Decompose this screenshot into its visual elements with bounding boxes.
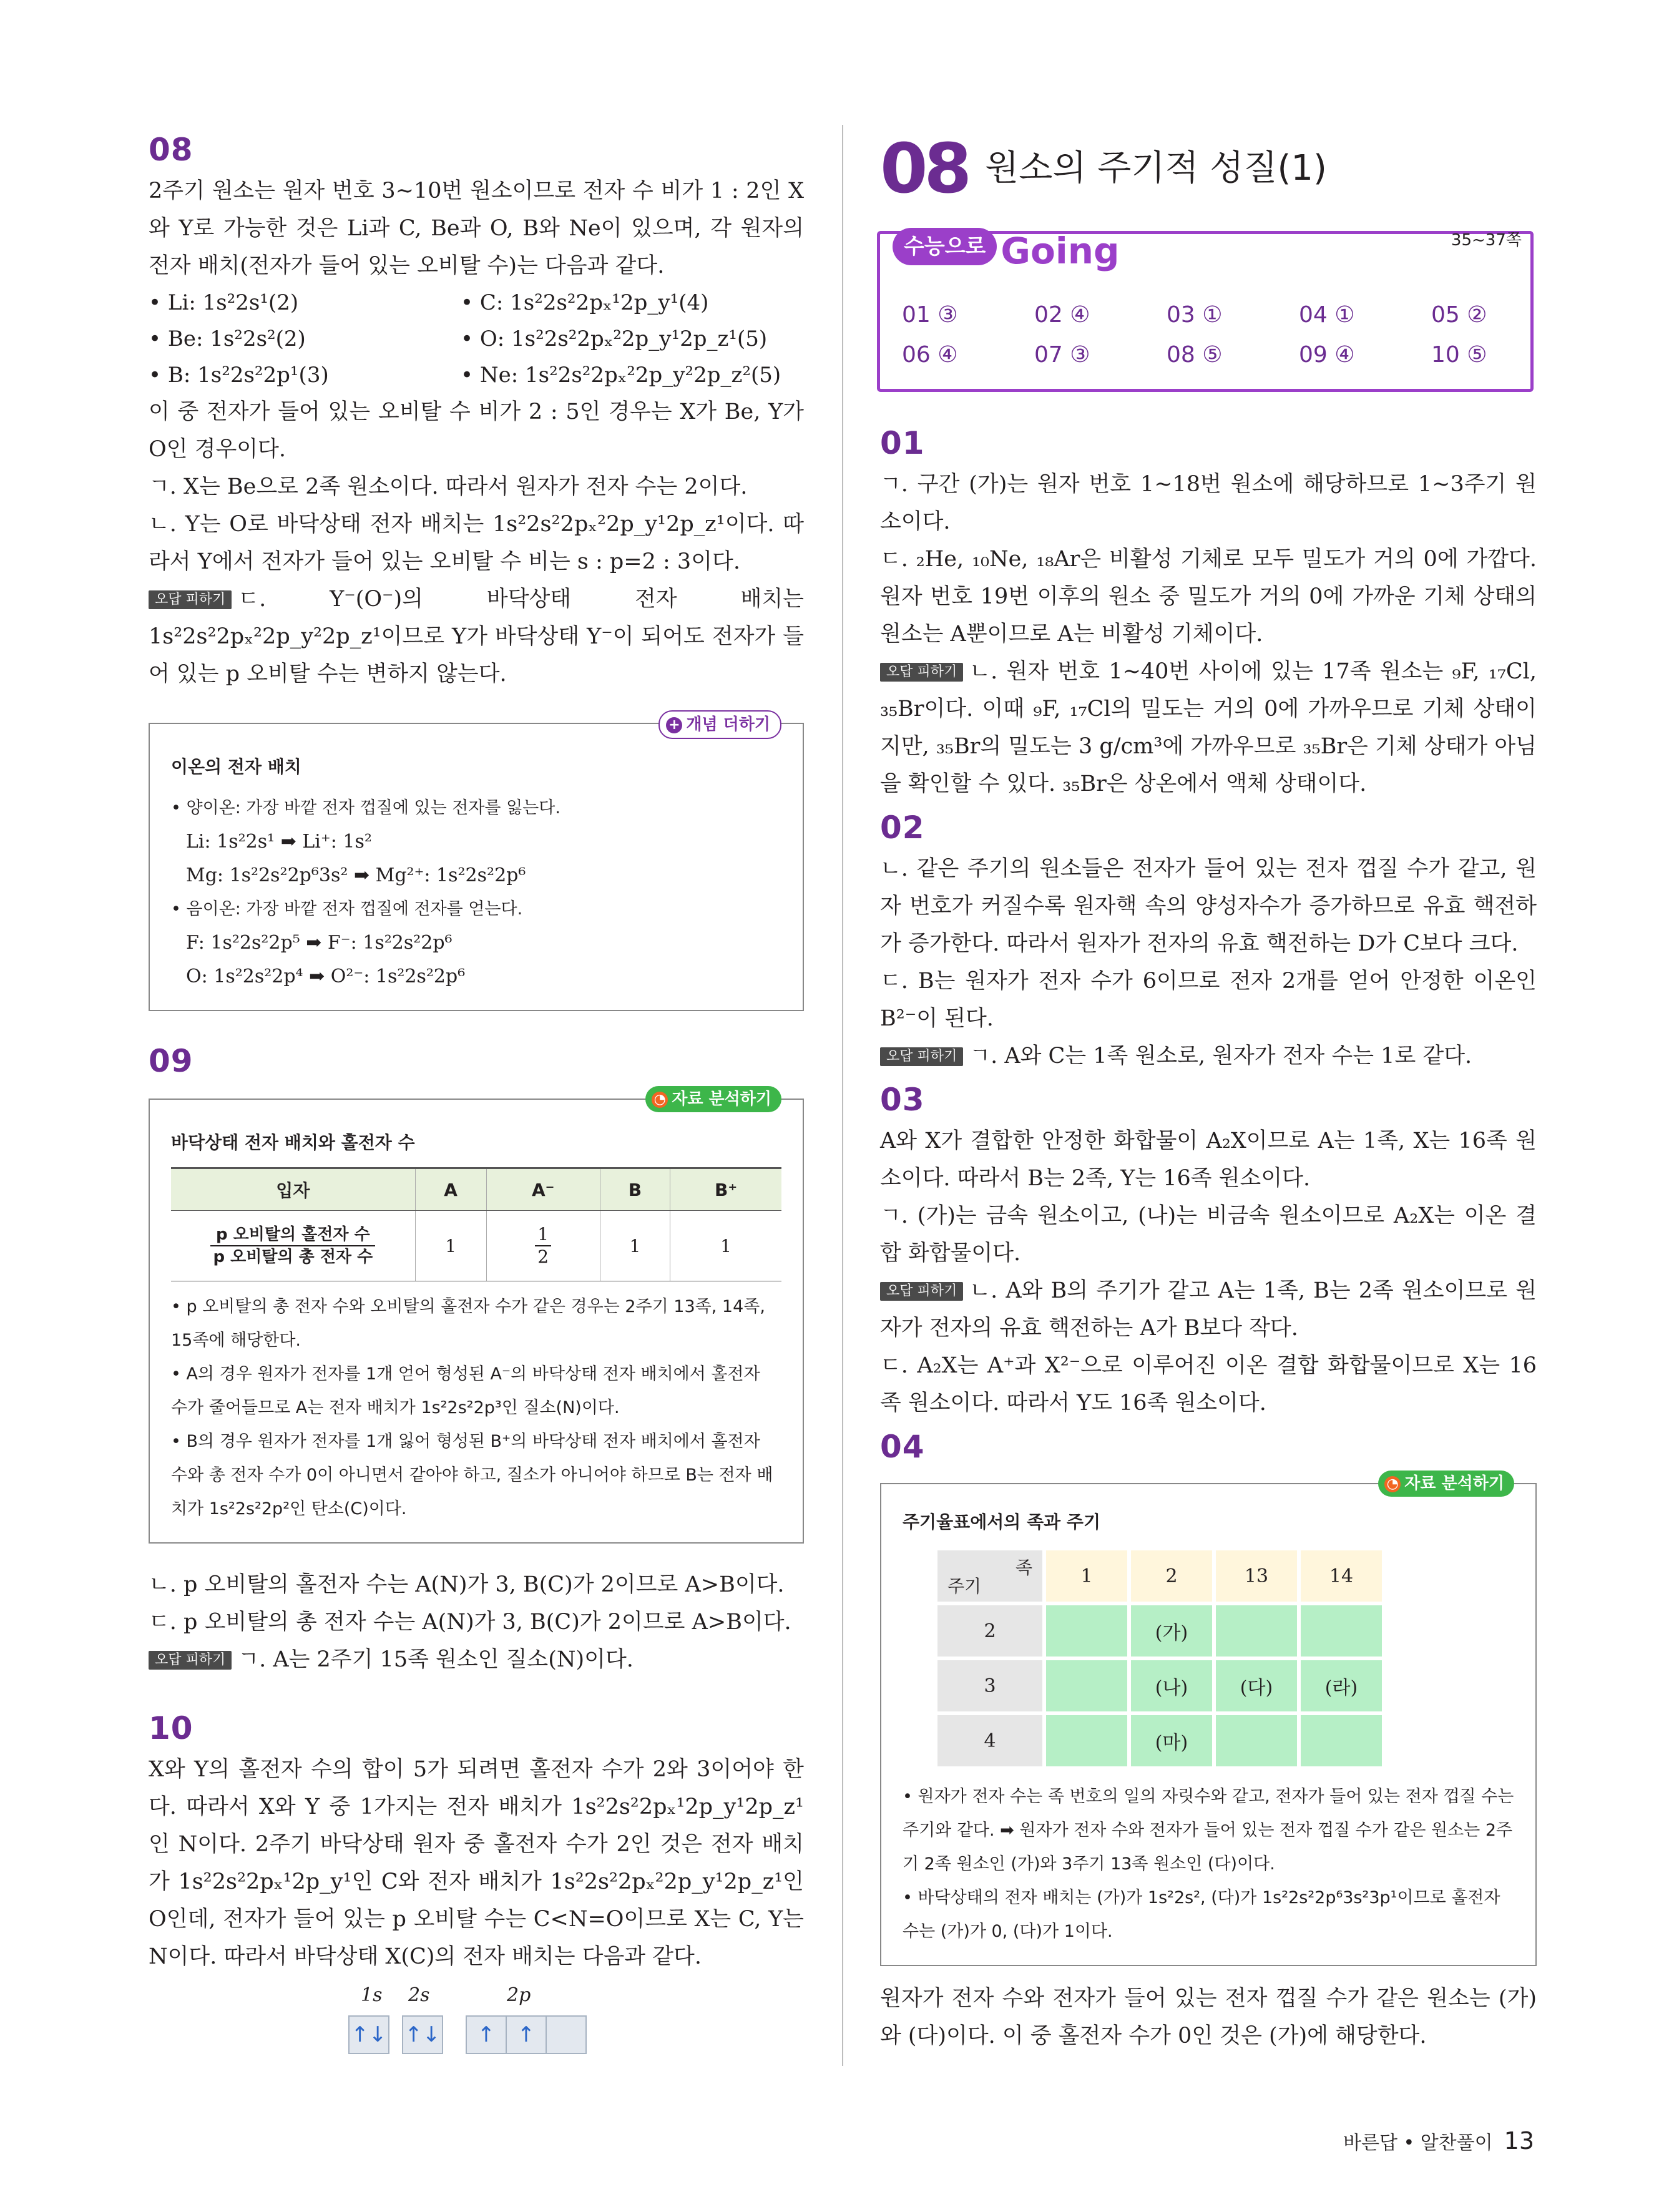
corner-group-label: 족 [1015, 1557, 1032, 1578]
paragraph-text: ㄱ. A와 C는 1족 원소로, 원자가 전자 수는 1로 같다. [969, 1044, 1472, 1069]
orbital-box-1s: ↑↓ [348, 2015, 389, 2054]
orbital-box-2s: ↑↓ [402, 2015, 443, 2054]
table-cell: 1 [415, 1211, 486, 1281]
chapter-title: 원소의 주기적 성질(1) [985, 148, 1327, 188]
data-analysis-box [149, 1090, 804, 1544]
question-number: 04 [880, 1429, 925, 1465]
example: Mg: 1s²2s²2p⁶3s² ➡ Mg²⁺: 1s²2s²2p⁶ [186, 864, 526, 886]
bullet: • p 오비탈의 총 전자 수와 오비탈의 홀전자 수가 같은 경우는 2주기 13족, 14족, 15족에 해당한다. [171, 1297, 765, 1350]
orbital-label: 1s [361, 1984, 383, 2006]
element-cell [1301, 1605, 1382, 1657]
chart-icon: ◔ [652, 1092, 668, 1108]
element-cell: (마) [1131, 1715, 1212, 1766]
data-analysis-tag [645, 1086, 781, 1112]
paragraph: ㄱ. 구간 (가)는 원자 번호 1∼18번 원소에 해당하므로 1∼3주기 원소이다. [880, 472, 1537, 534]
column-divider [842, 125, 843, 2066]
table-header: B⁺ [670, 1168, 781, 1211]
going-pill: 수능으로 [893, 228, 997, 265]
config-item: • Be: 1s²2s²(2) [149, 326, 306, 351]
tag-label: 자료 분석하기 [1404, 1474, 1504, 1493]
wrong-answer-badge: 오답 피하기 [880, 663, 963, 682]
orbital-label: 2p [507, 1984, 531, 2006]
answer-item: 04 ① [1299, 302, 1355, 328]
answer-item: 02 ④ [1034, 302, 1090, 328]
box-title: 이온의 전자 배치 [171, 756, 301, 777]
page-range: 35~37쪽 [1451, 231, 1522, 250]
question-number: 02 [880, 810, 925, 846]
paragraph-text: ㄱ. A는 2주기 15족 원소인 질소(N)이다. [238, 1647, 634, 1672]
paragraph: ㄱ. X는 Be으로 2족 원소이다. 따라서 원자가 전자 수는 2이다. [149, 474, 748, 499]
answer-item: 10 ⑤ [1431, 342, 1487, 368]
frac-numerator: 1 [535, 1224, 551, 1246]
element-cell [1046, 1605, 1127, 1657]
paragraph: 2주기 원소는 원자 번호 3∼10번 원소이므로 전자 수 비가 1 : 2인 X와 Y로 가능한 것은 Li과 C, Be과 O, B와 Ne이 있으며, 각 원자의 전자 배치(전자가 들어 있는 오비탈 수)는 다음과 같다. [149, 179, 804, 278]
element-cell [1216, 1715, 1297, 1766]
paragraph-text: ㄴ. A와 B의 주기가 같고 A는 1족, B는 2족 원소이므로 원자가 전자의 유효 핵전하는 A가 B보다 작다. [880, 1278, 1537, 1341]
orbital-box-2pz [546, 2015, 587, 2054]
answer-item: 03 ① [1167, 302, 1223, 328]
periodic-table [934, 1547, 1386, 1770]
chapter-number-text: 08 [880, 129, 969, 208]
example: F: 1s²2s²2p⁵ ➡ F⁻: 1s²2s²2p⁶ [186, 932, 453, 954]
plus-icon: + [666, 717, 682, 733]
answer-item: 05 ② [1431, 302, 1487, 328]
row-label-denominator: p 오비탈의 총 전자 수 [213, 1248, 373, 1266]
group-header: 2 [1131, 1550, 1212, 1602]
element-cell [1301, 1715, 1382, 1766]
concept-box [149, 715, 804, 1011]
question-number: 08 [149, 132, 193, 168]
table-header: 입자 [171, 1168, 415, 1211]
element-cell: (다) [1216, 1660, 1297, 1711]
box-title: 주기율표에서의 족과 주기 [903, 1512, 1101, 1532]
config-item: • B: 1s²2s²2p¹(3) [149, 363, 329, 388]
table-cell: 1 [670, 1211, 781, 1281]
group-header: 13 [1216, 1550, 1297, 1602]
question-number: 09 [149, 1043, 193, 1079]
element-cell [1216, 1605, 1297, 1657]
paragraph [149, 1641, 804, 1678]
paragraph-text: ㄴ. 원자 번호 1∼40번 사이에 있는 17족 원소는 ₉F, ₁₇Cl, ₃₅Br이다. 이때 ₉F, ₁₇Cl의 밀도는 거의 0에 가까우므로 기체 상태이지만, ₃₅Br의 밀도는 3 g/cm³에 가까우므로 ₃₅Br은 기체 상태가 아님을 확인할 수 있다. ₃₅Br은 상온에서 액체 상태이다. [880, 659, 1537, 796]
config-item: • O: 1s²2s²2pₓ²2p_y¹2p_z¹(5) [461, 326, 768, 351]
data-analysis-box [880, 1474, 1537, 1966]
left-column [149, 125, 804, 2059]
bullet: • 음이온: 가장 바깥 전자 껍질에 전자를 얻는다. [171, 899, 523, 919]
table-cell: 1 [600, 1211, 670, 1281]
table-cell [486, 1211, 600, 1281]
data-analysis-tag [1378, 1471, 1514, 1497]
example: O: 1s²2s²2p⁴ ➡ O²⁻: 1s²2s²2p⁶ [186, 966, 466, 987]
paragraph: ㄴ. 같은 주기의 원소들은 전자가 들어 있는 전자 껍질 수가 같고, 원자 번호가 커질수록 원자핵 속의 양성자수가 증가하므로 유효 핵전하가 증가한다. 따라서 원자가 전자의 유효 핵전하는 D가 C보다 크다. [880, 856, 1537, 956]
wrong-answer-badge: 오답 피하기 [880, 1047, 963, 1066]
paragraph [880, 1272, 1537, 1347]
config-item: • Ne: 1s²2s²2pₓ²2p_y²2p_z²(5) [461, 363, 781, 388]
table-header: A [415, 1168, 486, 1211]
period-header: 4 [937, 1715, 1042, 1766]
right-column [880, 418, 1537, 2055]
answer-item: 01 ③ [902, 302, 958, 328]
paragraph [880, 653, 1537, 803]
paragraph [880, 1037, 1537, 1075]
group-header: 1 [1046, 1550, 1127, 1602]
answer-item: 08 ⑤ [1167, 342, 1223, 368]
paragraph: X와 Y의 홀전자 수의 합이 5가 되려면 홀전자 수가 2와 3이어야 한다. 따라서 X와 Y 중 1가지는 전자 배치가 1s²2s²2pₓ¹2p_y¹2p_z¹인 N이다. 2주기 바닥상태 원자 중 홀전자 수가 2인 것은 전자 배치가 1s²2s²2pₓ¹2p_y¹인 C와 전자 배치가 1s²2s²2pₓ²2p_y¹2p_z¹인 O인데, 전자가 들어 있는 p 오비탈 수는 C<N=O이므로 X는 C, Y는 N이다. 따라서 바닥상태 X(C)의 전자 배치는 다음과 같다. [149, 1757, 804, 1969]
period-header: 3 [937, 1660, 1042, 1711]
paragraph [149, 580, 804, 693]
table-header: B [600, 1168, 670, 1211]
period-header: 2 [937, 1605, 1042, 1657]
chapter-header [880, 129, 1327, 208]
paragraph-text: ㄷ. Y⁻(O⁻)의 바닥상태 전자 배치는 1s²2s²2pₓ²2p_y²2p_z¹이므로 Y가 바닥상태 Y⁻이 되어도 전자가 들어 있는 p 오비탈 수는 변하지 않는다. [149, 587, 804, 687]
config-list [149, 285, 804, 393]
tag-label: 자료 분석하기 [672, 1090, 771, 1108]
orbital-box-2px: ↑ [466, 2015, 507, 2054]
element-cell: (라) [1301, 1660, 1382, 1711]
table-corner [937, 1550, 1042, 1602]
paragraph: ㄷ. ₂He, ₁₀Ne, ₁₈Ar은 비활성 기체로 모두 밀도가 거의 0에 가깝다. 원자 번호 19번 이후의 원소 중 밀도가 거의 0에 가까운 기체 상태의 원소는 A뿐이므로 A는 비활성 기체이다. [880, 547, 1537, 647]
data-table [171, 1167, 781, 1281]
paragraph: ㄷ. A₂X는 A⁺과 X²⁻으로 이루어진 이온 결합 화합물이므로 X는 16족 원소이다. 따라서 Y도 16족 원소이다. [880, 1353, 1537, 1416]
bullet: • 바닥상태의 전자 배치는 (가)가 1s²2s², (다)가 1s²2s²2p⁶3s²3p¹이므로 홀전자 수는 (가)가 0, (다)가 1이다. [903, 1888, 1500, 1941]
orbital-label: 2s [408, 1984, 430, 2006]
group-header: 14 [1301, 1550, 1382, 1602]
paragraph: A와 X가 결합한 안정한 화합물이 A₂X이므로 A는 1족, X는 16족 원소이다. 따라서 B는 2족, Y는 16족 원소이다. [880, 1128, 1537, 1191]
answer-item: 07 ③ [1034, 342, 1090, 368]
element-cell [1046, 1660, 1127, 1711]
element-cell: (가) [1131, 1605, 1212, 1657]
bullet: • 원자가 전자 수는 족 번호의 일의 자릿수와 같고, 전자가 들어 있는 전자 껍질 수는 주기와 같다. ➡ 원자가 전자 수와 전자가 들어 있는 전자 껍질 수가 같은 원소는 2주기 2족 원소인 (가)와 3주기 13족 원소인 (다)이다. [903, 1787, 1514, 1874]
example: Li: 1s²2s¹ ➡ Li⁺: 1s² [186, 831, 372, 853]
config-item: • C: 1s²2s²2pₓ¹2p_y¹(4) [461, 290, 709, 315]
question-number: 01 [880, 425, 925, 461]
row-label-numerator: p 오비탈의 홀전자 수 [210, 1224, 375, 1246]
paragraph: ㄱ. (가)는 금속 원소이고, (나)는 비금속 원소이므로 A₂X는 이온 결합 화합물이다. [880, 1203, 1537, 1266]
bullet: • 양이온: 가장 바깥 전자 껍질에 있는 전자를 잃는다. [171, 798, 560, 818]
paragraph: ㄴ. p 오비탈의 홀전자 수는 A(N)가 3, B(C)가 2이므로 A>B이다. [149, 1572, 785, 1597]
question-number: 10 [149, 1710, 193, 1746]
page-footer [1343, 2125, 1534, 2159]
element-cell: (나) [1131, 1660, 1212, 1711]
page-number: 13 [1504, 2127, 1534, 2155]
going-word: Going [1001, 229, 1120, 272]
row-label [171, 1211, 415, 1281]
paragraph: ㄷ. p 오비탈의 총 전자 수는 A(N)가 3, B(C)가 2이므로 A>B이다. [149, 1610, 791, 1635]
paragraph: ㄴ. Y는 O로 바닥상태 전자 배치는 1s²2s²2pₓ²2p_y¹2p_z¹이다. 따라서 Y에서 전자가 들어 있는 오비탈 수 비는 s : p=2 : 3이다. [149, 512, 804, 574]
element-cell [1046, 1715, 1127, 1766]
config-item: • Li: 1s²2s¹(2) [149, 290, 299, 315]
question-number: 03 [880, 1082, 925, 1118]
wrong-answer-badge: 오답 피하기 [149, 590, 232, 609]
going-header [893, 228, 1120, 270]
frac-denominator: 2 [537, 1246, 549, 1267]
paragraph: 이 중 전자가 들어 있는 오비탈 수 비가 2 : 5인 경우는 X가 Be, Y가 O인 경우이다. [149, 399, 804, 462]
paragraph: 원자가 전자 수와 전자가 들어 있는 전자 껍질 수가 같은 원소는 (가)와 (다)이다. 이 중 홀전자 수가 0인 것은 (가)에 해당한다. [880, 1986, 1537, 2048]
orbital-diagram [348, 1984, 573, 2059]
corner-period-label: 주기 [947, 1576, 982, 1597]
answer-grid [902, 300, 1564, 371]
paragraph: ㄷ. B는 원자가 전자 수가 6이므로 전자 2개를 얻어 안정한 이온인 B²⁻이 된다. [880, 969, 1537, 1031]
table-header: A⁻ [486, 1168, 600, 1211]
answer-item: 09 ④ [1299, 342, 1355, 368]
tag-label: 개념 더하기 [686, 715, 770, 734]
chart-icon: ◔ [1384, 1476, 1401, 1492]
bullet: • B의 경우 원자가 전자를 1개 잃어 형성된 B⁺의 바닥상태 전자 배치에서 홀전자 수와 총 전자 수가 0이 아니면서 같아야 하고, 질소가 아니어야 하므로 B는 전자 배치가 1s²2s²2p²인 탄소(C)이다. [171, 1432, 773, 1519]
concept-tag [658, 710, 781, 739]
box-title: 바닥상태 전자 배치와 홀전자 수 [171, 1132, 415, 1153]
bullet: • A의 경우 원자가 전자를 1개 얻어 형성된 A⁻의 바닥상태 전자 배치에서 홀전자 수가 줄어들므로 A는 전자 배치가 1s²2s²2p³인 질소(N)이다. [171, 1364, 760, 1417]
wrong-answer-badge: 오답 피하기 [149, 1651, 232, 1670]
wrong-answer-badge: 오답 피하기 [880, 1282, 963, 1301]
footer-label: 바른답 • 알찬풀이 [1343, 2132, 1493, 2154]
answer-item: 06 ④ [902, 342, 958, 368]
chapter-number [880, 129, 969, 208]
orbital-box-2py: ↑ [506, 2015, 547, 2054]
